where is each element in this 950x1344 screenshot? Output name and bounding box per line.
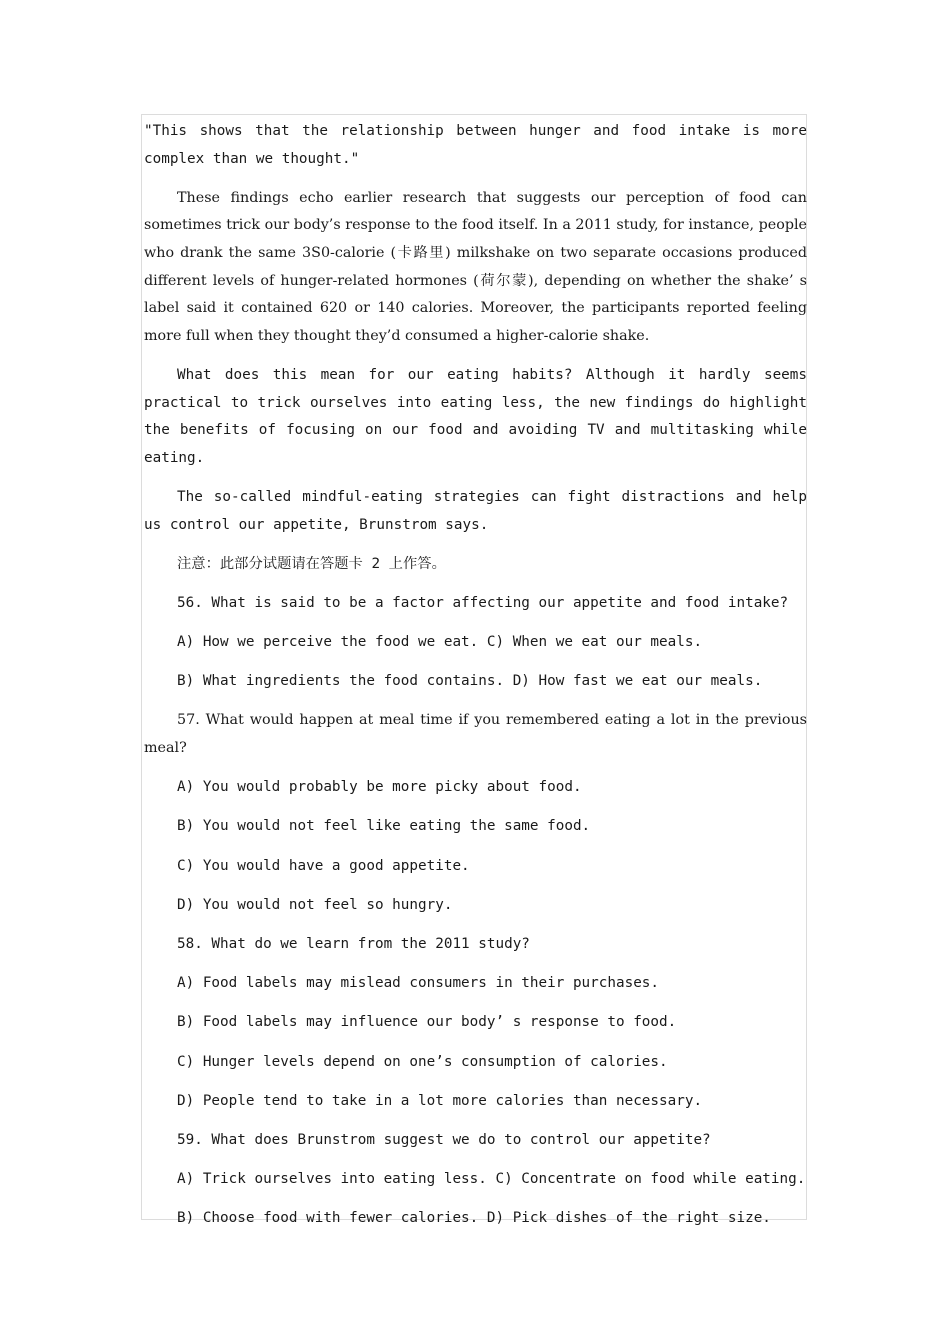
question-58-stem: 58. What do we learn from the 2011 study? <box>177 935 530 952</box>
question-59-stem: 59. What does Brunstrom suggest we do to control our appetite? <box>177 1131 711 1148</box>
passage-paragraph-1: "This shows that the relationship between hunger and food intake is more complex than we thought." <box>144 123 807 167</box>
question-57-stem: 57. What would happen at meal time if you remembered eating a lot in the previous meal? <box>144 712 807 757</box>
question-57-option-b: B) You would not feel like eating the same food. <box>177 818 591 835</box>
question-58-option-d: D) People tend to take in a lot more calories than necessary. <box>177 1092 703 1109</box>
question-58-option-b: B) Food labels may influence our body’ s response to food. <box>177 1014 677 1031</box>
passage-paragraph-4: The so-called mindful-eating strategies can fight distractions and help us control our appetite, Brunstrom says. <box>144 488 807 533</box>
answer-sheet-note: 注意：此部分试题请在答题卡 2 上作答。 <box>177 555 446 572</box>
question-57-option-a: A) You would probably be more picky about food. <box>177 779 582 796</box>
question-58-option-c: C) Hunger levels depend on one’s consumption of calories. <box>177 1053 668 1070</box>
passage-paragraph-2: These findings echo earlier research that suggests our perception of food can sometimes trick our body’s response to the food itself. In a 2011 study, for instance, people who drank the same 3S0-calorie (卡路里) milkshake on two separate occasions produced different levels of hunger-related hormones (荷尔蒙), depending on whether the shake’ s label said it contained 620 or 140 calories. Moreover, the participants reported feeling more full when they thought they’d consumed a higher-calorie shake. <box>144 189 807 344</box>
question-57-option-d: D) You would not feel so hungry. <box>177 896 453 913</box>
question-56-options-row-1: A) How we perceive the food we eat. C) When we eat our meals. <box>177 634 703 651</box>
passage-paragraph-3: What does this mean for our eating habits? Although it hardly seems practical to trick ourselves into eating less, the new findings do highlight the benefits of focusing on our food and avoiding TV and multitasking while eating. <box>144 366 807 466</box>
question-59-options-row-1: A) Trick ourselves into eating less. C) Concentrate on food while eating. <box>177 1171 806 1188</box>
question-58-option-a: A) Food labels may mislead consumers in their purchases. <box>177 975 660 992</box>
question-56-stem: 56. What is said to be a factor affecting our appetite and food intake? <box>177 594 789 611</box>
document-body <box>144 118 807 1244</box>
question-57-option-c: C) You would have a good appetite. <box>177 857 470 874</box>
question-56-options-row-2: B) What ingredients the food contains. D) How fast we eat our meals. <box>177 673 763 690</box>
question-59-options-row-2: B) Choose food with fewer calories. D) Pick dishes of the right size. <box>177 1210 771 1227</box>
